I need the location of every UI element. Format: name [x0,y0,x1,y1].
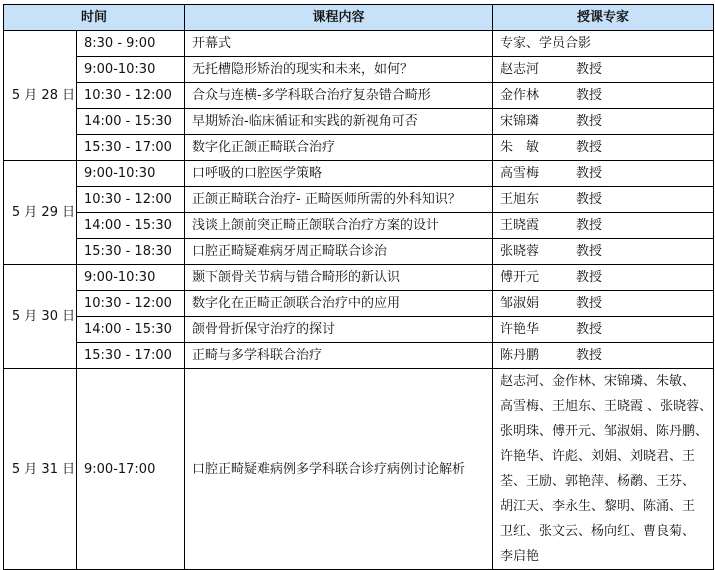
expert-name: 赵志河 [500,62,540,77]
expert-name: 许艳华 [500,322,540,337]
expert-cell [493,291,714,317]
expert-title: 教授 [576,140,603,155]
course-content-cell: 口腔正畸疑难病牙周正畸联合诊治 [185,239,493,265]
expert-cell [493,265,714,291]
expert-title: 教授 [576,88,603,103]
session-row [4,213,714,239]
time-cell: 9:00-10:30 [77,265,185,291]
date-cell: 5 月 30 日 [4,265,77,369]
time-cell: 15:30 - 17:00 [77,343,185,369]
course-content-cell: 正颌正畸联合治疗- 正畸医师所需的外科知识？ [185,187,493,213]
course-content-cell: 口腔正畸疑难病例多学科联合诊疗病例讨论解析 [185,369,493,570]
time-cell: 10:30 - 12:00 [77,187,185,213]
session-row [4,343,714,369]
course-content-cell: 正畸与多学科联合治疗 [185,343,493,369]
expert-title: 教授 [576,244,603,259]
expert-list-line: 高雪梅、王旭东、王晓霞 、张晓蓉、 [500,399,713,414]
session-row [4,83,714,109]
expert-name: 王晓霞 [500,218,540,233]
expert-cell [493,31,714,57]
expert-cell [493,239,714,265]
session-row [4,187,714,213]
course-content-cell: 颞下颌骨关节病与错合畸形的新认识 [185,265,493,291]
expert-cell [493,187,714,213]
expert-name: 傅开元 [500,270,540,285]
expert-title: 教授 [576,322,603,337]
course-schedule-table [3,4,714,570]
expert-cell [493,161,714,187]
header-expert: 授课专家 [493,5,714,31]
expert-list-line: 胡江天、李永生、黎明、陈涌、王 [500,499,696,514]
expert-cell [493,317,714,343]
expert-cell [493,57,714,83]
time-cell: 15:30 - 18:30 [77,239,185,265]
time-cell: 9:00-10:30 [77,57,185,83]
session-row [4,291,714,317]
date-cell: 5 月 28 日 [4,31,77,161]
expert-list-cell [493,369,714,570]
header-time: 时间 [4,5,185,31]
session-row [4,31,714,57]
course-content-cell: 合众与连横-多学科联合治疗复杂错合畸形 [185,83,493,109]
expert-title: 教授 [576,192,603,207]
date-cell: 5 月 31 日 [4,369,77,570]
expert-list-line: 张明珠、傅开元、邹淑娟、陈丹鹏、 [500,424,709,439]
session-row [4,135,714,161]
course-content-cell: 口呼吸的口腔医学策略 [185,161,493,187]
expert-name: 邹淑娟 [500,296,540,311]
expert-cell [493,135,714,161]
expert-cell [493,213,714,239]
expert-name: 朱 敏 [500,140,540,155]
expert-cell [493,343,714,369]
time-cell: 14:00 - 15:30 [77,109,185,135]
expert-name: 王旭东 [500,192,540,207]
course-content-cell: 开幕式 [185,31,493,57]
time-cell: 9:00-10:30 [77,161,185,187]
expert-list-line: 李启艳 [500,549,540,564]
expert-name: 专家、学员合影 [500,36,592,51]
expert-name: 高雪梅 [500,166,540,181]
session-row [4,57,714,83]
expert-name: 金作林 [500,88,540,103]
time-cell: 15:30 - 17:00 [77,135,185,161]
time-cell: 10:30 - 12:00 [77,291,185,317]
session-row [4,161,714,187]
header-row [4,5,714,31]
session-row [4,239,714,265]
expert-name: 张晓蓉 [500,244,540,259]
expert-cell [493,83,714,109]
header-content: 课程内容 [185,5,493,31]
expert-list-line: 卫红、张文云、杨向红、曹良菊、 [500,524,696,539]
course-content-cell: 浅谈上颌前突正畸正颌联合治疗方案的设计 [185,213,493,239]
course-content-cell: 数字化在正畸正颌联合治疗中的应用 [185,291,493,317]
course-content-cell: 早期矫治-临床循证和实践的新视角可否 [185,109,493,135]
time-cell: 9:00-17:00 [77,369,185,570]
expert-title: 教授 [576,270,603,285]
expert-title: 教授 [576,114,603,129]
session-row [4,317,714,343]
expert-name: 宋锦璘 [500,114,540,129]
time-cell: 10:30 - 12:00 [77,83,185,109]
expert-title: 教授 [576,218,603,233]
course-content-cell: 无托槽隐形矫治的现实和未来，如何？ [185,57,493,83]
expert-list-line: 许艳华、许彪、刘娟、刘晓君、王 [500,449,696,464]
date-cell: 5 月 29 日 [4,161,77,265]
expert-list-line: 赵志河、金作林、宋锦璘、朱敏、 [500,374,696,389]
expert-name: 陈丹鹏 [500,348,540,363]
time-cell: 14:00 - 15:30 [77,317,185,343]
expert-title: 教授 [576,166,603,181]
time-cell: 8:30 - 9:00 [77,31,185,57]
expert-list-line: 荃、王励、郭艳萍、杨鹬、王芬、 [500,474,696,489]
course-content-cell: 颌骨骨折保守治疗的探讨 [185,317,493,343]
expert-title: 教授 [576,62,603,77]
time-cell: 14:00 - 15:30 [77,213,185,239]
session-row [4,265,714,291]
expert-cell [493,109,714,135]
session-row-discussion [4,369,714,570]
session-row [4,109,714,135]
expert-title: 教授 [576,296,603,311]
course-content-cell: 数字化正颌正畸联合治疗 [185,135,493,161]
expert-title: 教授 [576,348,603,363]
